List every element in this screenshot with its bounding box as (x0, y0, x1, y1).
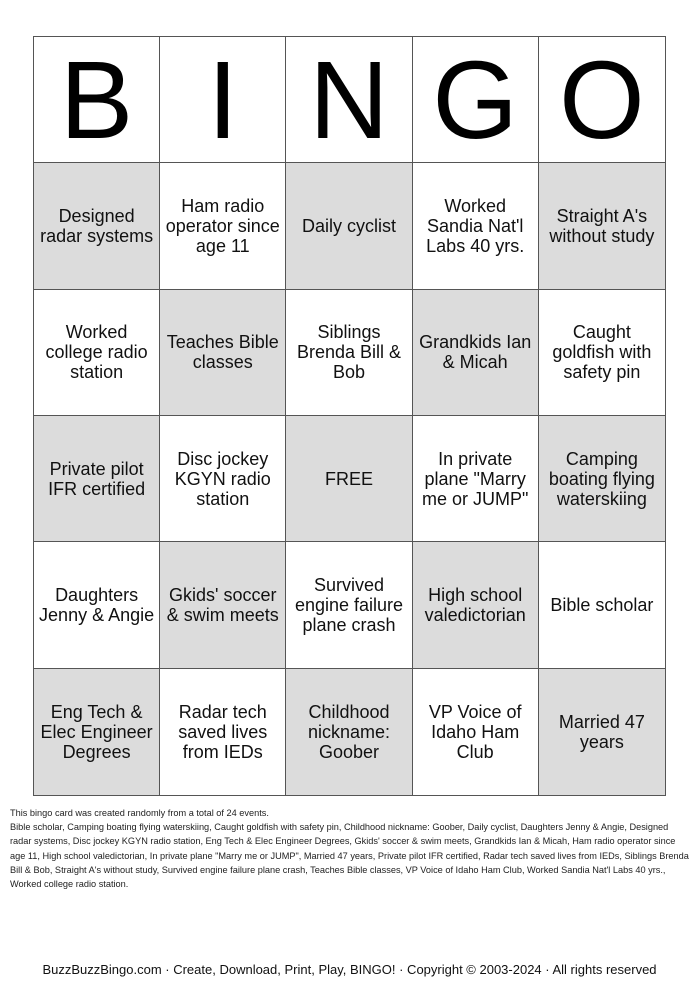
bingo-cell: Daughters Jenny & Angie (34, 542, 160, 668)
bingo-cell: Ham radio operator since age 11 (160, 163, 286, 289)
bingo-cell: Gkids' soccer & swim meets (160, 542, 286, 668)
bingo-cell: Caught goldfish with safety pin (539, 290, 665, 416)
bingo-cell: High school valedictorian (413, 542, 539, 668)
header-letter-g: G (413, 37, 539, 163)
bingo-cell: Worked college radio station (34, 290, 160, 416)
free-space-cell: FREE (286, 416, 412, 542)
bingo-cell: Married 47 years (539, 669, 665, 795)
bingo-cell: VP Voice of Idaho Ham Club (413, 669, 539, 795)
bingo-cell: Worked Sandia Nat'l Labs 40 yrs. (413, 163, 539, 289)
bingo-cell: In private plane "Marry me or JUMP" (413, 416, 539, 542)
bingo-cell: Bible scholar (539, 542, 665, 668)
bingo-cell: Disc jockey KGYN radio station (160, 416, 286, 542)
header-letter-i: I (160, 37, 286, 163)
bingo-cell: Private pilot IFR certified (34, 416, 160, 542)
bingo-cell: Eng Tech & Elec Engineer Degrees (34, 669, 160, 795)
events-list: Bible scholar, Camping boating flying waterskiing, Caught goldfish with safety pin, Childhood nickname: Goober, Daily cyclist, Daughters Jenny & Angie, Designed radar systems, Disc jockey KGYN radio station, Eng Tech & Elec Engineer Degrees, Gkids' soccer & swim meets, Grandkids Ian & Micah, Ham radio operator since age 11, High school valedictorian, In private plane "Marry me or JUMP", Married 47 years, Private pilot IFR certified, Radar tech saved lives from IEDs, Siblings Brenda Bill & Bob, Straight A's without study, Survived engine failure plane crash, Teaches Bible classes, VP Voice of Idaho Ham Club, Worked Sandia Nat'l Labs 40 yrs., Worked college radio station. (10, 822, 689, 890)
bingo-cell: Grandkids Ian & Micah (413, 290, 539, 416)
bingo-cell: Teaches Bible classes (160, 290, 286, 416)
bingo-cell: Designed radar systems (34, 163, 160, 289)
header-letter-n: N (286, 37, 412, 163)
bingo-cell: Daily cyclist (286, 163, 412, 289)
header-letter-o: O (539, 37, 665, 163)
bingo-cell: Siblings Brenda Bill & Bob (286, 290, 412, 416)
card-info (10, 806, 690, 891)
bingo-cell: Survived engine failure plane crash (286, 542, 412, 668)
bingo-cell: Camping boating flying waterskiing (539, 416, 665, 542)
header-letter-b: B (34, 37, 160, 163)
events-summary: This bingo card was created randomly from a total of 24 events. (10, 808, 269, 818)
bingo-card (33, 36, 666, 796)
bingo-cell: Radar tech saved lives from IEDs (160, 669, 286, 795)
footer-copyright: BuzzBuzzBingo.com · Create, Download, Print, Play, BINGO! · Copyright © 2003-2024 · All rights reserved (42, 962, 657, 977)
bingo-cell: Childhood nickname: Goober (286, 669, 412, 795)
bingo-cell: Straight A's without study (539, 163, 665, 289)
